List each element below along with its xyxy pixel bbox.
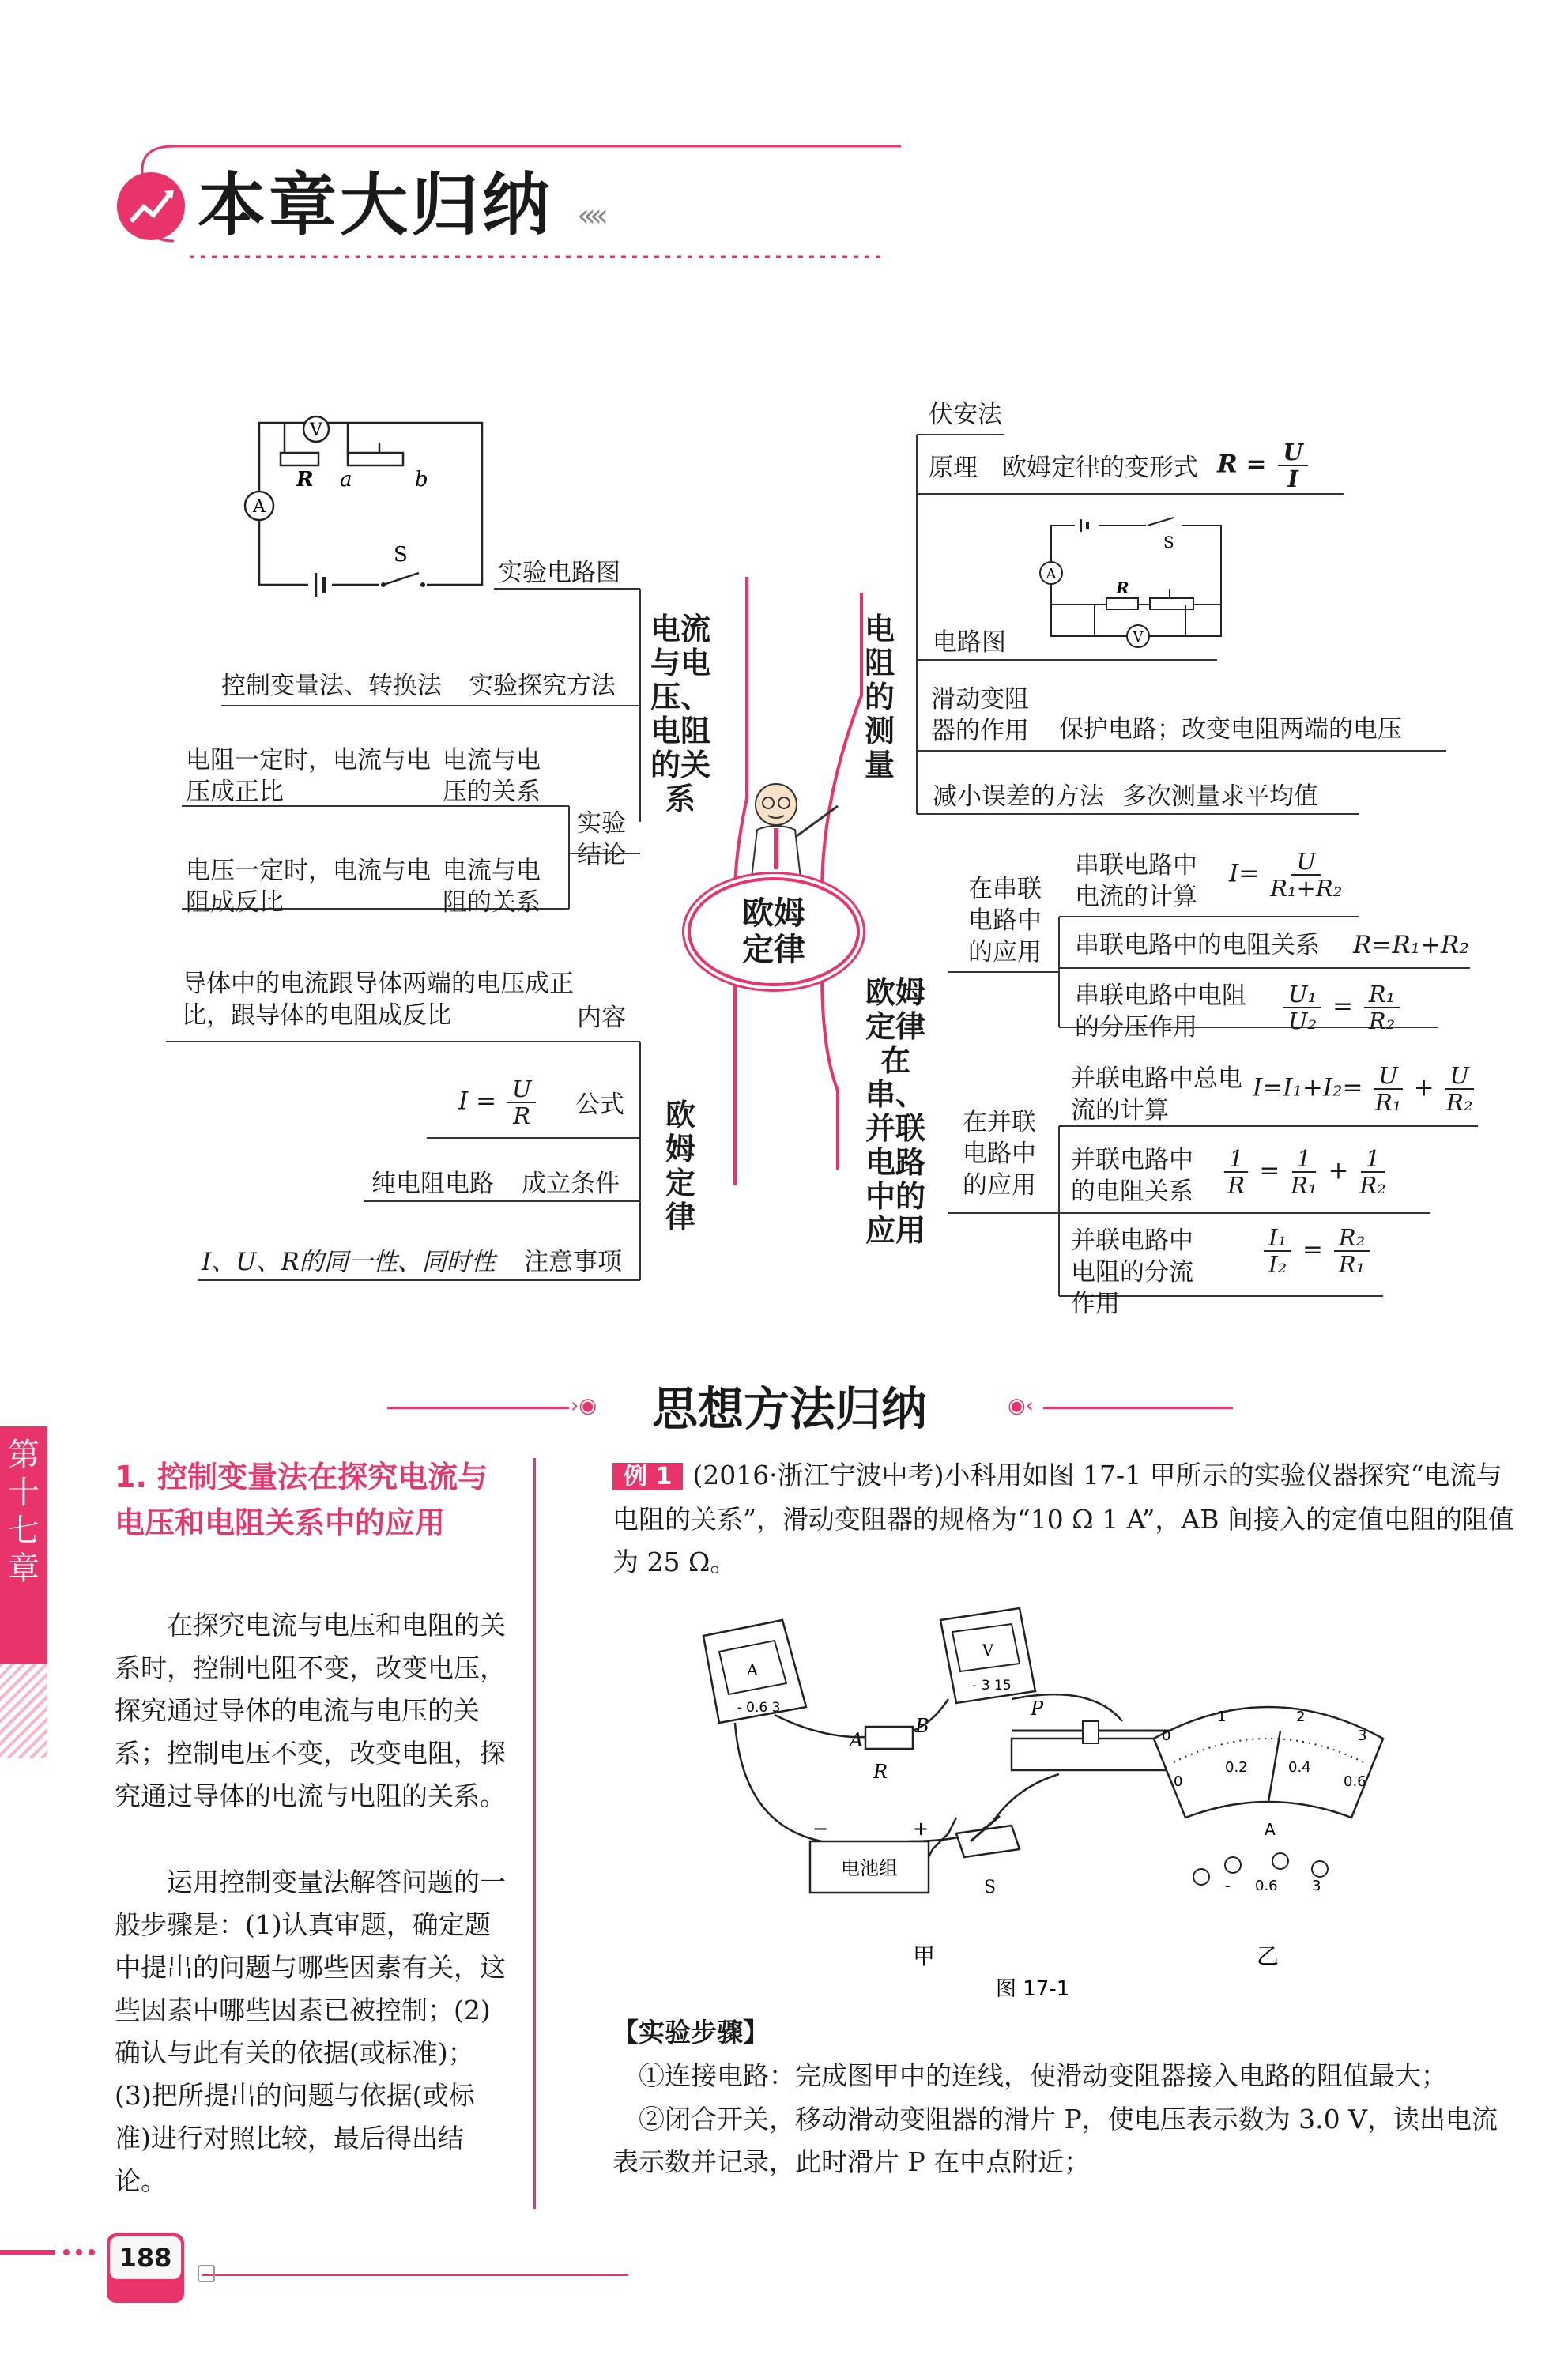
fig-switch-label: S [984, 1878, 997, 1897]
right-p2-den1: R [1227, 1172, 1246, 1199]
fig-meter-terminal-1: 0.6 [1255, 1878, 1278, 1894]
column-divider [533, 1458, 536, 2209]
right-p2-num2: 1 [1292, 1146, 1316, 1173]
footer-square-icon [198, 2265, 215, 2282]
left-c2-label: 电流与电阻的关系 [443, 857, 541, 917]
right-principle-num: U [1278, 439, 1307, 466]
fig-voltmeter [940, 1608, 1035, 1703]
left-method-label: 实验探究方法 [469, 672, 616, 700]
left-circuit-resistor-label: R [296, 468, 314, 492]
right-s3-num2: R₁ [1364, 982, 1400, 1008]
fig-point-b: B [915, 1715, 929, 1737]
fig-meter-top-tick-0: 0 [1162, 1728, 1171, 1744]
left-branch1-label: 电流与电压、电阻的关系 [650, 612, 710, 816]
fig-ammeter-terminals: - 0.6 3 [737, 1700, 781, 1716]
right-p1-den1: R₁ [1374, 1089, 1402, 1116]
example-tag: 例 1 [612, 1463, 683, 1490]
right-s3-num1: U₁ [1283, 982, 1321, 1008]
section-line-right [1043, 1407, 1233, 1409]
fig-voltmeter-face: V [982, 1641, 994, 1660]
chapter-side-tab-label: 第十七章 [8, 1437, 40, 1587]
center-node-label: 欧姆定律 [742, 895, 805, 968]
fig-meter-terminal-0: - [1225, 1878, 1231, 1894]
fig-resistor-label: R [873, 1761, 888, 1783]
right-circuit-ammeter-label: A [1046, 566, 1057, 582]
left-notes-label: 注意事项 [524, 1248, 622, 1276]
section-arrows-left-icon: ›◉ [571, 1394, 597, 1418]
section-title: 思想方法归纳 [652, 1382, 928, 1436]
right-principle-label: 原理 [929, 454, 978, 482]
right-rheostat-text: 保护电路；改变电阻两端的电压 [1059, 715, 1402, 744]
right-principle-formula [1217, 439, 1311, 492]
fig-point-a: A [850, 1729, 864, 1751]
right-p3-num1: I₁ [1264, 1225, 1291, 1252]
right-principle-den: I [1287, 465, 1298, 492]
right-s3-den1: U₂ [1288, 1008, 1317, 1034]
chapter-side-tab [0, 1426, 47, 1664]
right-s1-label: 串联电路中电流的计算 [1075, 851, 1197, 911]
teacher-illustration-icon [727, 774, 846, 893]
right-circuit-diagram [1027, 510, 1233, 668]
right-p1-lhs: I=I₁+I₂= [1253, 1073, 1363, 1102]
right-circuit-label: 电路图 [933, 628, 1006, 657]
step-2: ②闭合开关，移动滑动变阻器的滑片 P，使电压表示数为 3.0 V，读出电流表示数并记录，此时滑片 P 在中点附近； [612, 2104, 1498, 2177]
page-number: 188 [110, 2236, 181, 2279]
right-s1-num: U [1291, 849, 1320, 876]
right-s3-label: 串联电路中电阻的分压作用 [1075, 982, 1246, 1042]
center-node [688, 877, 860, 986]
fig-meter-top-tick-3: 3 [1358, 1728, 1367, 1744]
left-formula [458, 1076, 539, 1128]
footer-dots [0, 2244, 111, 2252]
left-col-paragraph-1: 在探究电流与电压和电阻的关系时，控制电阻不变，改变电压，探究通过导体的电流与电压的关系；控制电压不变，改变电阻，探究通过导体的电流与电阻的关系。 [115, 1610, 506, 1811]
left-circuit-diagram [237, 407, 490, 597]
right-principle-text: 欧姆定律的变形式 [1002, 454, 1198, 482]
fig-meter-dial [1154, 1707, 1383, 1894]
fig-switch [956, 1826, 1020, 1857]
fig-resistor-body [865, 1727, 913, 1749]
right-s3-den2: R₂ [1368, 1008, 1396, 1034]
left-method-text: 控制变量法、转换法 [221, 672, 442, 700]
figure-17-1 [680, 1604, 1470, 2015]
left-condition-label: 成立条件 [522, 1170, 620, 1198]
left-circuit-point-b: b [415, 468, 428, 492]
footer-line [202, 2274, 628, 2276]
left-branch2-label: 欧姆定律 [665, 1098, 695, 1234]
fig-battery-minus: − [812, 1818, 829, 1840]
right-p2-formula [1221, 1146, 1389, 1198]
right-p2-num3: 1 [1361, 1146, 1385, 1173]
fig-caption-jia: 甲 [913, 1943, 936, 1969]
right-p2-eq: = [1259, 1156, 1280, 1185]
fig-battery-plus: + [913, 1818, 929, 1840]
chapter-side-tab-stripes [0, 1664, 47, 1758]
fig-ammeter-face: A [746, 1660, 759, 1679]
example-text: (2016·浙江宁波中考)小科用如图 17-1 甲所示的实验仪器探究“电流与电阻的关系”，滑动变阻器的规格为“10 Ω 1 A”，AB 间接入的定值电阻的阻值为 25 Ω。 [612, 1460, 1514, 1577]
fig-meter-top-tick-1: 1 [1217, 1709, 1227, 1725]
section-line-left [387, 1407, 569, 1409]
right-principle-lhs: R = [1217, 450, 1267, 479]
right-s1-den: R₁+R₂ [1270, 875, 1343, 902]
right-p3-label: 并联电路中电阻的分流作用 [1071, 1226, 1193, 1318]
left-formula-lhs: I = [458, 1087, 497, 1116]
right-circuit-resistor-label: R [1116, 578, 1129, 597]
section-arrows-right-icon: ◉‹ [1008, 1394, 1035, 1418]
right-p1-plus: + [1413, 1073, 1434, 1102]
left-condition-text: 纯电阻电路 [371, 1170, 494, 1198]
fig-battery-label: 电池组 [841, 1857, 898, 1879]
right-series-label: 在串联电路中的应用 [968, 875, 1042, 966]
left-c1-text: 电阻一定时，电流与电压成正比 [186, 746, 431, 806]
right-p2-num1: 1 [1224, 1146, 1248, 1173]
left-circuit-ammeter-label: A [253, 497, 266, 517]
right-p2-plus: + [1328, 1156, 1349, 1185]
left-conclusion-label: 实验结论 [577, 809, 626, 869]
right-p3-den2: R₁ [1338, 1251, 1366, 1278]
right-p1-num2: U [1446, 1063, 1474, 1090]
right-branch1-label: 电阻的测量 [864, 612, 895, 782]
right-error-label: 减小误差的方法 [933, 782, 1104, 811]
right-s1-lhs: I= [1229, 859, 1260, 888]
right-s2-formula: R=R₁+R₂ [1353, 931, 1469, 959]
fig-meter-terminal-2: 3 [1312, 1878, 1321, 1894]
fig-caption: 图 17-1 [996, 1977, 1070, 2001]
right-p2-label: 并联电路中的电阻关系 [1071, 1146, 1193, 1206]
left-col-paragraph-2: 运用控制变量法解答问题的一般步骤是：(1)认真审题，确定题中提出的问题与哪些因素有关，这些因素中哪些因素已被控制；(2)确认与此有关的依据(或标准)；(3)把所提出的问题与依据(或标准)进行对照比较，最后得出结论。 [115, 1867, 506, 2196]
fig-meter-top-tick-2: 2 [1296, 1709, 1306, 1725]
page-number-badge [107, 2233, 184, 2303]
left-formula-den: R [513, 1102, 531, 1129]
fig-ammeter [703, 1620, 806, 1723]
left-c2-text: 电压一定时，电流与电阻成反比 [186, 857, 431, 917]
right-method: 伏安法 [929, 401, 1002, 429]
left-circuit-label: 实验电路图 [498, 559, 620, 587]
right-p3-den1: I₂ [1268, 1251, 1287, 1278]
fig-meter-bottom-tick-0: 0 [1174, 1773, 1183, 1790]
right-circuit-switch-label: S [1163, 533, 1174, 552]
steps-heading: 【实验步骤】 [612, 2017, 769, 2048]
right-error-text: 多次测量求平均值 [1122, 782, 1318, 811]
right-p3-formula [1261, 1225, 1373, 1277]
fig-caption-yi: 乙 [1257, 1943, 1280, 1969]
left-formula-label: 公式 [575, 1091, 624, 1119]
right-p1-den2: R₂ [1446, 1089, 1473, 1116]
example-paragraph [612, 1454, 1517, 1584]
fig-meter-bottom-tick-3: 0.6 [1344, 1773, 1366, 1790]
left-content-label: 内容 [577, 1004, 626, 1032]
fig-voltmeter-terminals: - 3 15 [972, 1678, 1012, 1694]
header-chevrons: ‹‹‹‹ [577, 198, 602, 234]
left-c1-label: 电流与电压的关系 [443, 746, 541, 806]
right-branch2-label: 欧姆定律在串、并联电路中的应用 [865, 975, 925, 1248]
right-p1-num1: U [1374, 1063, 1402, 1090]
right-p3-num2: R₂ [1334, 1225, 1370, 1252]
fig-slider-label: P [1031, 1697, 1044, 1720]
right-s3-formula [1280, 982, 1403, 1034]
left-notes-text: I、U、R的同一性、同时性 [202, 1248, 496, 1276]
right-s1-formula [1229, 849, 1345, 901]
fig-meter-bottom-tick-1: 0.2 [1225, 1759, 1248, 1776]
left-content-text: 导体中的电流跟导体两端的电压成正比，跟导体的电阻成反比 [182, 970, 574, 1030]
right-s2-label: 串联电路中的电阻关系 [1075, 931, 1320, 959]
left-circuit-point-a: a [340, 468, 352, 492]
right-p2-den2: R₁ [1291, 1172, 1317, 1199]
right-rheostat-label: 滑动变阻器的作用 [931, 685, 1029, 745]
left-formula-num: U [507, 1076, 536, 1103]
left-col-heading: 1. 控制变量法在探究电流与电压和电阻关系中的应用 [115, 1460, 488, 1540]
right-p1-label: 并联电路中总电流的计算 [1071, 1064, 1242, 1125]
fig-meter-unit: A [1265, 1820, 1276, 1839]
right-p2-den3: R₂ [1359, 1172, 1386, 1199]
fig-meter-bottom-tick-2: 0.4 [1288, 1759, 1311, 1776]
right-s3-eq: = [1332, 992, 1353, 1021]
right-p3-eq: = [1302, 1235, 1323, 1264]
right-parallel-label: 在并联电路中的应用 [963, 1108, 1036, 1200]
right-circuit-voltmeter-label: V [1133, 629, 1144, 646]
header-title: 本章大归纳 [198, 166, 553, 245]
left-circuit-voltmeter-label: V [310, 420, 322, 440]
step-1: ①连接电路：完成图甲中的连线，使滑动变阻器接入电路的阻值最大； [639, 2060, 1447, 2091]
right-p1-formula [1253, 1063, 1477, 1115]
left-circuit-switch-label: S [394, 543, 408, 567]
